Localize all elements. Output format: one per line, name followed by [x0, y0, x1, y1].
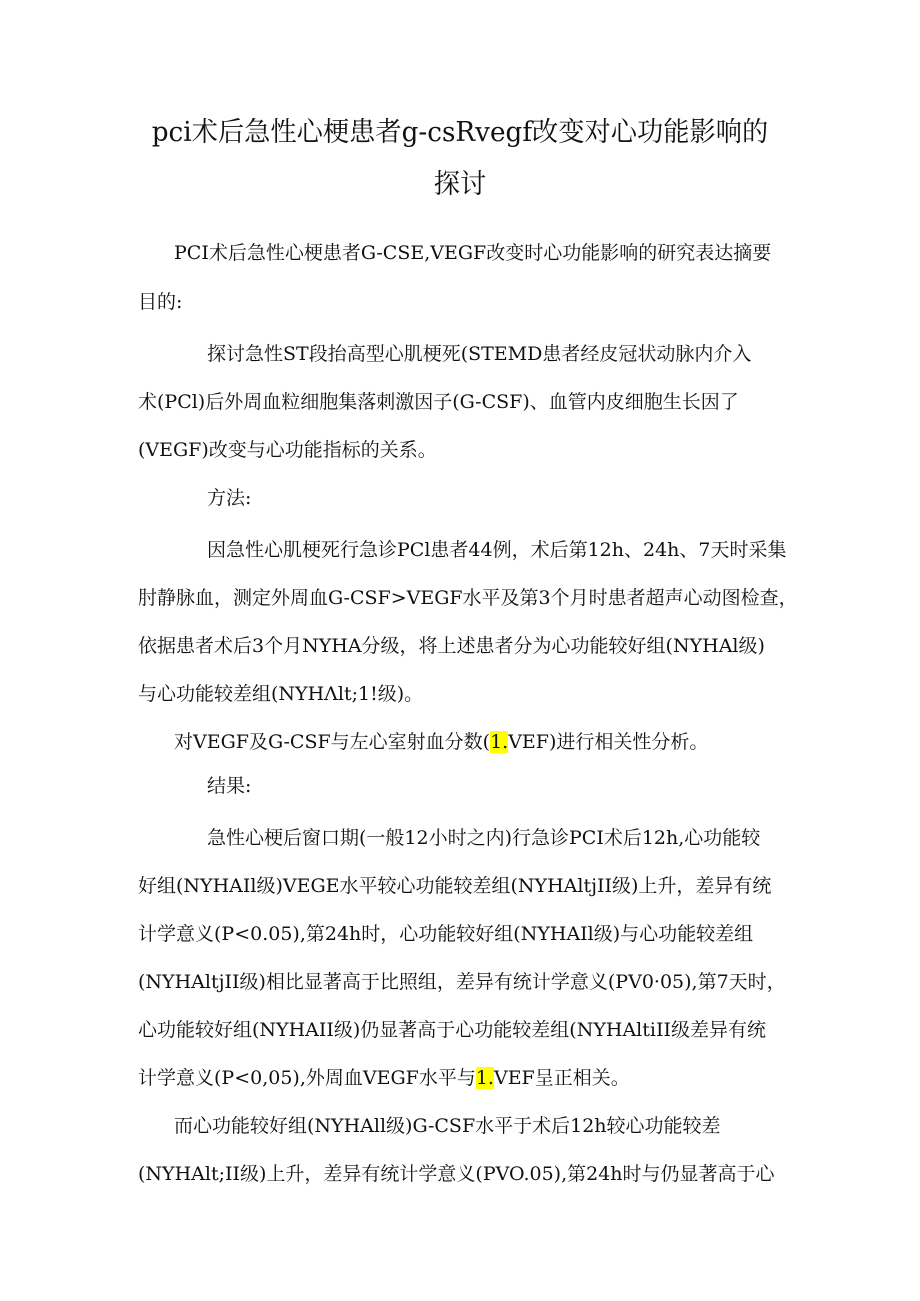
objective-line: 探讨急性ST段抬高型心肌梗死(STEMD患者经皮冠状动脉内介入	[207, 343, 752, 365]
text-segment: VEF呈正相关。	[493, 1067, 630, 1089]
section-heading-methods: 方法:	[207, 487, 252, 509]
results-line: 计学意义(P<0.05),第24h时，心功能较好组(NYHAIl级)与心功能较差组	[138, 923, 754, 945]
results-line: (NYHAlt;II级)上升，差异有统计学意义(PVO.05),第24h时与仍显著高于心	[138, 1163, 775, 1185]
section-heading-results: 结果:	[207, 775, 252, 797]
results-line: 好组(NYHAIl级)VEGE水平较心功能较差组(NYHAltjII级)上升，差异有统	[138, 875, 772, 897]
methods-line: 肘静脉血，测定外周血G-CSF>VEGF水平及第3个月时患者超声心动图检查，	[138, 587, 798, 609]
highlighted-text: 1.	[475, 1067, 494, 1089]
highlighted-text: 1.	[490, 731, 509, 753]
methods-correlation-line	[174, 730, 708, 754]
text-segment: VEF)进行相关性分析。	[508, 731, 709, 753]
results-line: (NYHAltjII级)相比显著高于比照组，差异有统计学意义(PV0·05),第7天时，	[138, 971, 786, 993]
text-segment: 对VEGF及G-CSF与左心室射血分数(	[174, 731, 491, 753]
doc-title-line-1: pci术后急性心梗患者g-csRvegf改变对心功能影响的	[151, 117, 769, 148]
abstract-intro-line: PCI术后急性心梗患者G-CSE,VEGF改变时心功能影响的研究表达摘要	[174, 242, 772, 264]
results-line: 而心功能较好组(NYHAll级)G-CSF水平于术后12h较心功能较差	[174, 1115, 721, 1137]
methods-line: 与心功能较差组(NYHΛlt;1!级)。	[138, 683, 424, 705]
doc-title-line-2: 探讨	[433, 169, 487, 200]
objective-line: (VEGF)改变与心功能指标的关系。	[138, 439, 437, 461]
objective-line: 术(PCl)后外周血粒细胞集落刺激因子(G-CSF)、血管内皮细胞生长因了	[138, 391, 739, 413]
methods-line: 依据患者术后3个月NYHA分级，将上述患者分为心功能较好组(NYHAl级)	[138, 635, 765, 657]
text-segment: 计学意义(P<0,05),外周血VEGF水平与	[138, 1067, 476, 1089]
results-line: 急性心梗后窗口期(一般12小时之内)行急诊PCI术后12h,心功能较	[207, 827, 761, 849]
results-line: 心功能较好组(NYHAII级)仍显著高于心功能较差组(NYHAltiII级差异有统	[138, 1019, 766, 1041]
section-heading-objective: 目的:	[138, 291, 183, 313]
methods-line: 因急性心肌梗死行急诊PCl患者44例，术后第12h、24h、7天时采集	[207, 539, 787, 561]
results-correlation-line	[138, 1066, 630, 1090]
